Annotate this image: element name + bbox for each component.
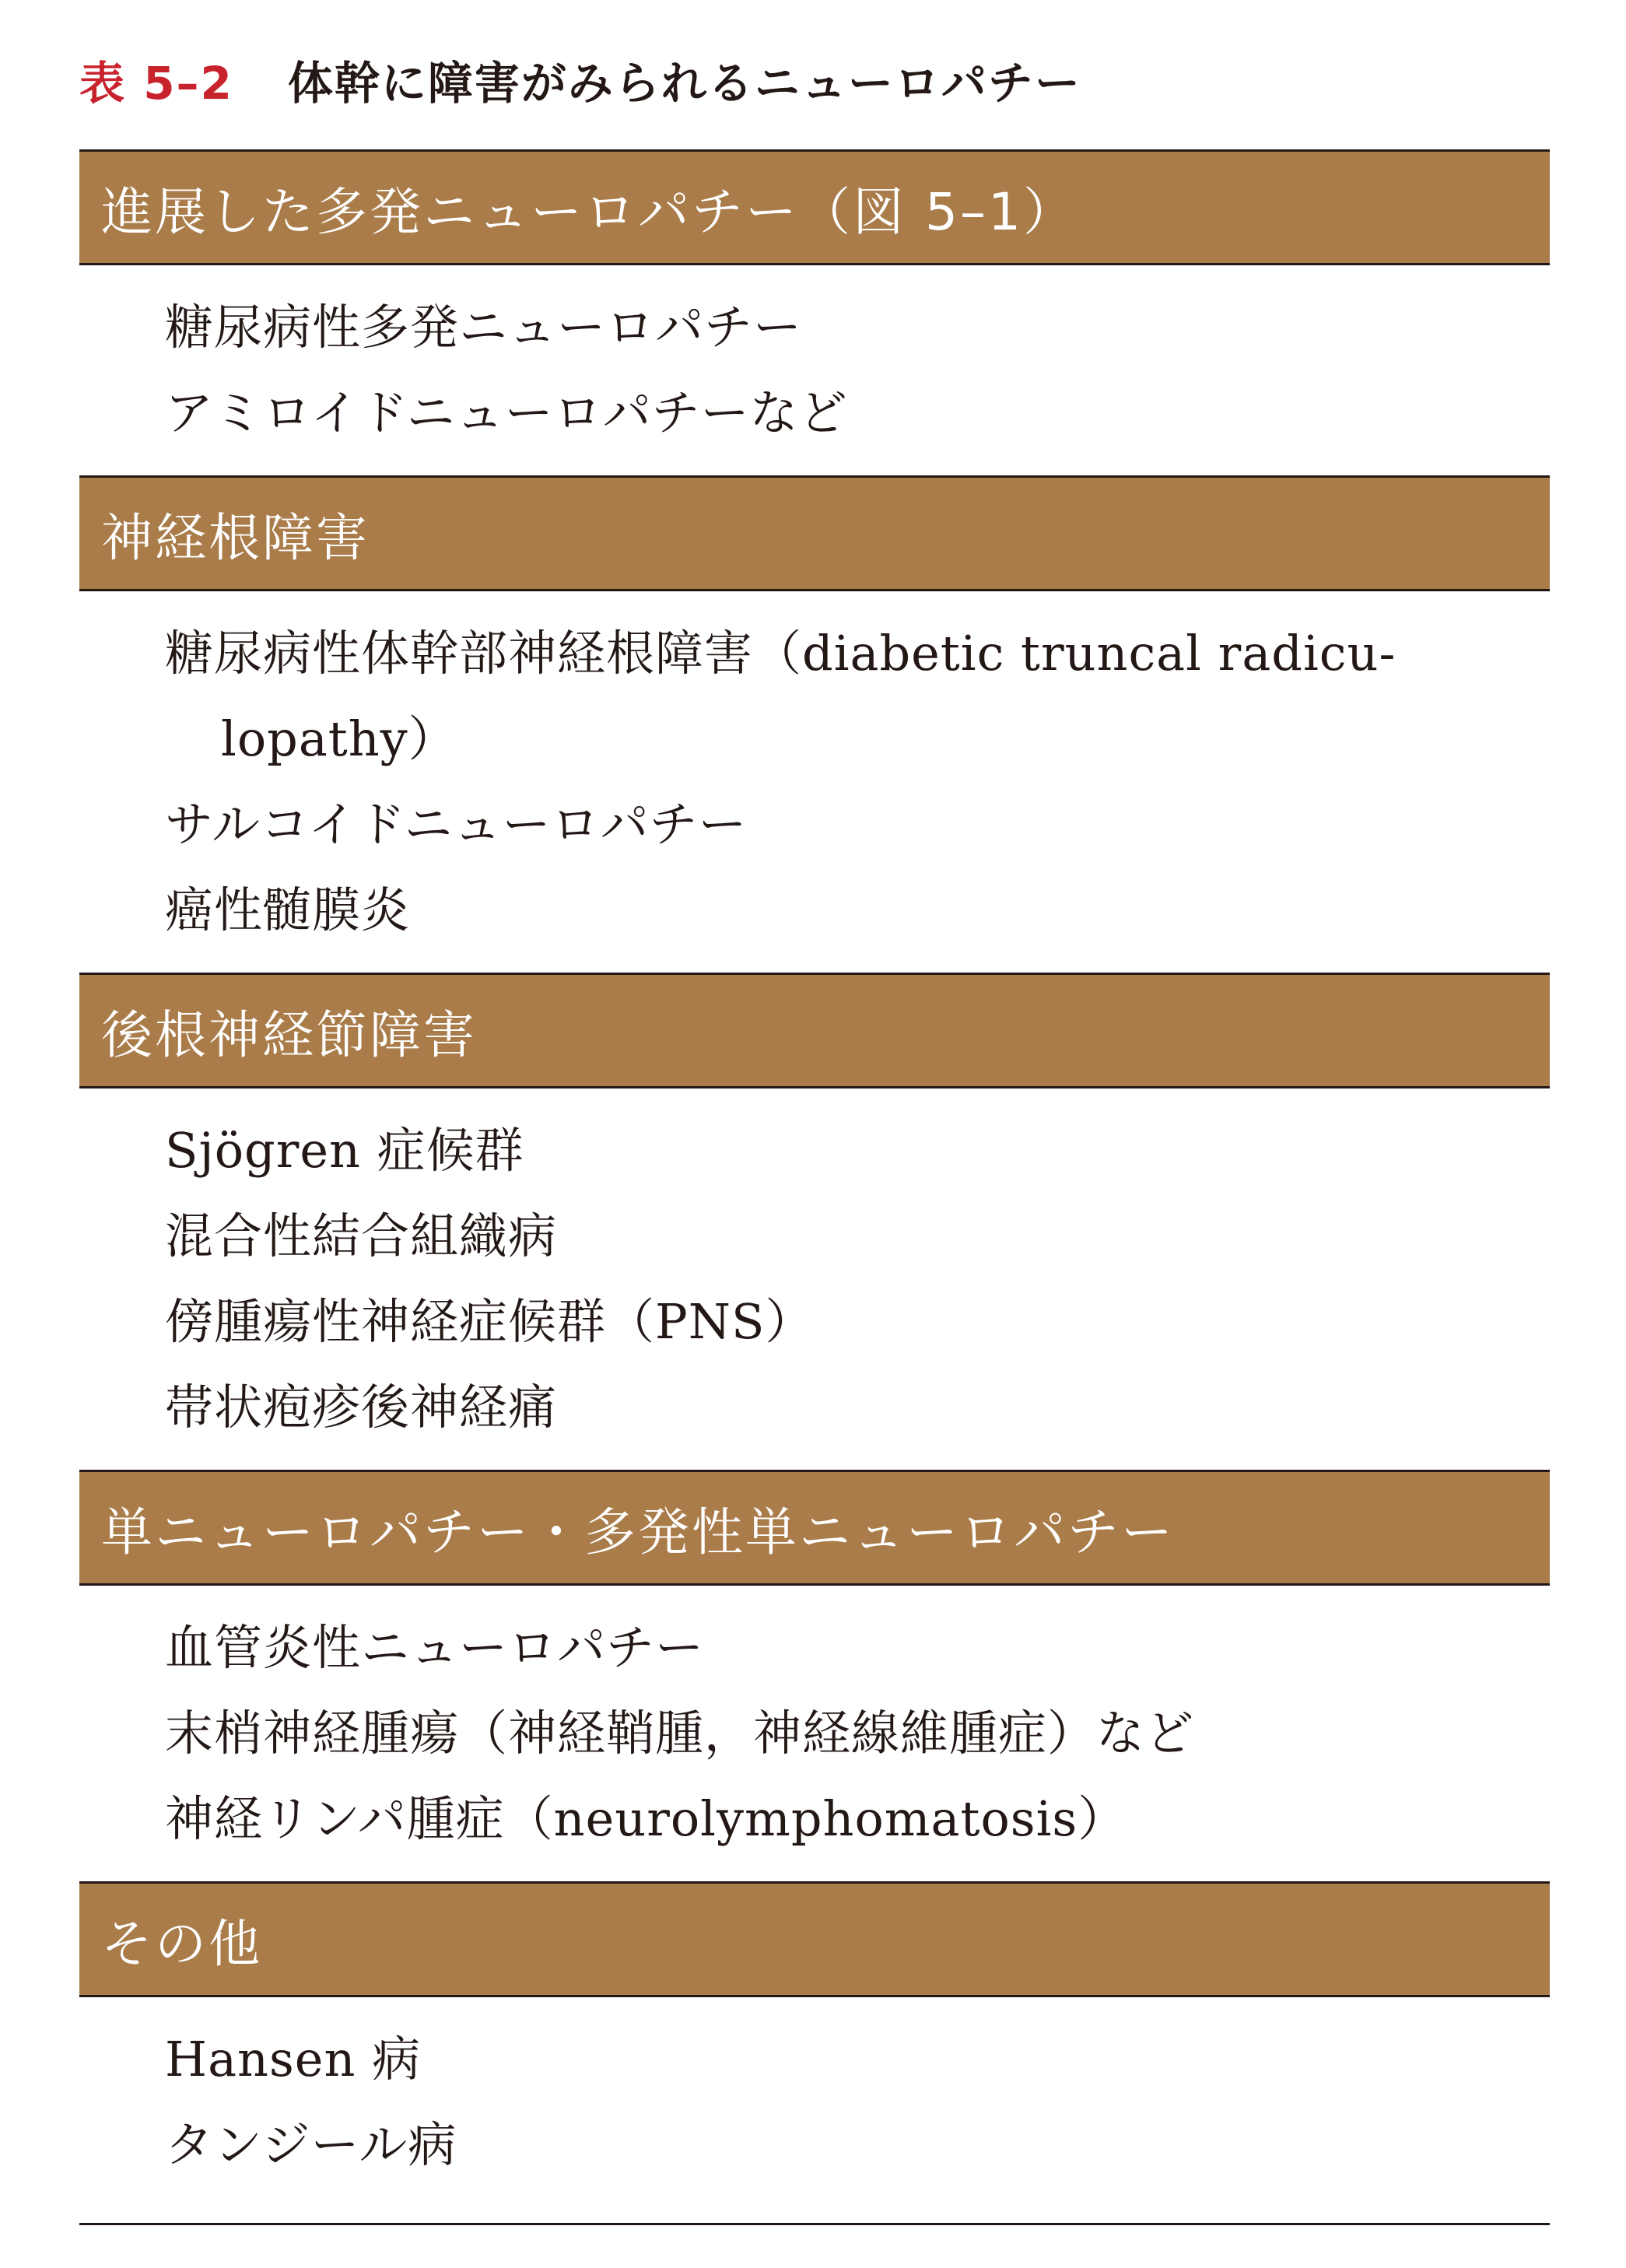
list-item: Hansen 病: [165, 2031, 422, 2087]
list-item: 混合性結合組織病: [165, 1208, 558, 1264]
section-items-dorsal-root-ganglion: [79, 1088, 1550, 1470]
section-items-other: [79, 1997, 1550, 2207]
table-number: 表 5–2: [79, 57, 233, 110]
section-items-mononeuropathy: [79, 1586, 1550, 1881]
list-item-line-1: 糖尿病性体幹部神経根障害（diabetic truncal radicu-: [165, 625, 1396, 682]
list-item: Sjögren 症候群: [165, 1122, 524, 1179]
list-item: タンジール病: [165, 2116, 457, 2173]
table-bottom-rule: [79, 2223, 1550, 2225]
list-item: 帯状疱疹後神経痛: [165, 1379, 558, 1435]
list-item-wrapped: [165, 611, 1550, 782]
list-item: 神経リンパ腫症（neurolymphomatosis）: [165, 1790, 1127, 1847]
list-item-line-2: lopathy）: [221, 710, 457, 767]
section-header-dorsal-root-ganglion: 後根神経節障害: [79, 973, 1550, 1088]
list-item: 癌性髄膜炎: [165, 882, 411, 938]
list-item: サルコイドニューロパチー: [165, 796, 748, 853]
section-header-mononeuropathy: 単ニューロパチー・多発性単ニューロパチー: [79, 1470, 1550, 1586]
neuropathy-table: [79, 149, 1550, 2225]
list-item: 末梢神経腫瘍（神経鞘腫，神経線維腫症）など: [165, 1705, 1195, 1761]
list-item: 糖尿病性多発ニューロパチー: [165, 299, 803, 356]
section-items-advanced-polyneuropathy: [79, 265, 1550, 475]
section-header-other: その他: [79, 1881, 1550, 1997]
table-title: 体幹に障害がみられるニューロパチー: [287, 57, 1081, 110]
section-header-advanced-polyneuropathy: 進展した多発ニューロパチー（図 5–1）: [79, 149, 1550, 265]
list-item: 傍腫瘍性神経症候群（PNS）: [165, 1293, 815, 1350]
section-header-radiculopathy: 神経根障害: [79, 475, 1550, 591]
list-item: アミロイドニューロパチーなど: [165, 384, 848, 441]
section-items-radiculopathy: [79, 591, 1550, 973]
list-item: 血管炎性ニューロパチー: [165, 1619, 705, 1676]
table-caption: [79, 48, 1081, 110]
